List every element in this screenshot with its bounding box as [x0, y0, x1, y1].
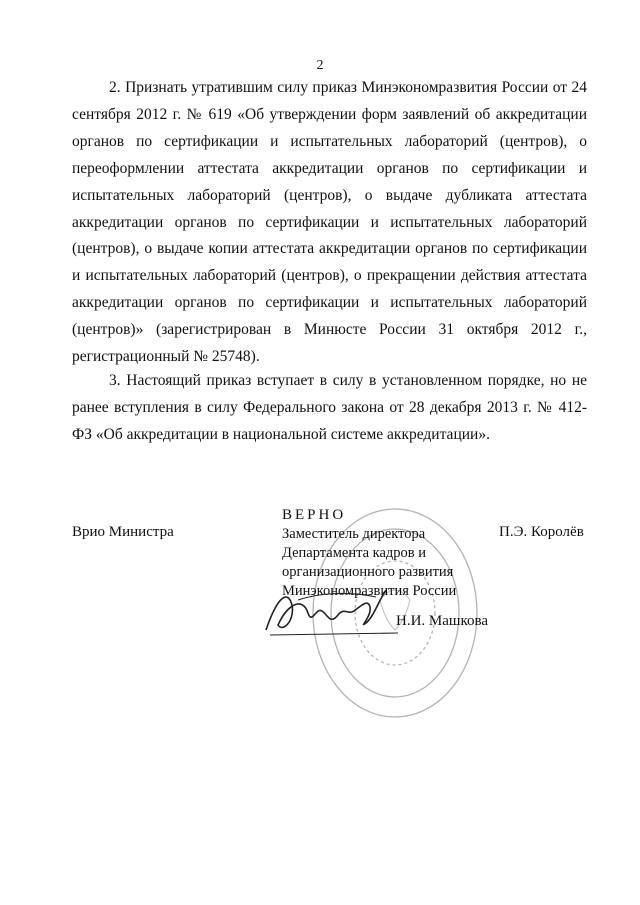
- paragraph-3: 3. Настоящий приказ вступает в силу в установленном порядке, но не ранее вступления в силу Федерального закона от 28 декабря 2013 г. № 412-ФЗ «Об аккредитации в национальной системе аккредитации».: [72, 372, 587, 443]
- paragraph-2: 2. Признать утратившим силу приказ Минэкономразвития России от 24 сентября 2012 г. № 619 «Об утверждении форм заявлений об аккредитации органов по сертификации и испытательных лабораторий (центров), о переоформлении аттестата аккредитации органов по сертификации и испытательных лабораторий (центров), о выдаче дубликата аттестата аккредитации органов по сертификации и испытательных лабораторий (центров), о выдаче копии аттестата аккредитации органов по сертификации и испытательных лабораторий (центров), о прекращении действия аттестата аккредитации органов по сертификации и испытательных лабораторий (центров)» (зарегистрирован в Минюсте России 31 октября 2012 г., регистрационный № 25748).: [72, 79, 587, 366]
- certifier-position-line2: Департамента кадров и: [282, 545, 427, 561]
- signatory-name: П.Э. Королёв: [499, 524, 584, 540]
- handwritten-signature: [258, 585, 408, 640]
- signer-name: Н.И. Машкова: [396, 613, 489, 629]
- certifier-position-line4: Минэкономразвития России: [282, 583, 457, 599]
- verno-label: ВЕРНО: [282, 507, 347, 523]
- signatory-title: Врио Министра: [72, 524, 174, 540]
- page-number: 2: [316, 58, 324, 73]
- certifier-position-line3: организационного развития: [282, 564, 454, 580]
- certifier-position-line1: Заместитель директора: [282, 526, 426, 542]
